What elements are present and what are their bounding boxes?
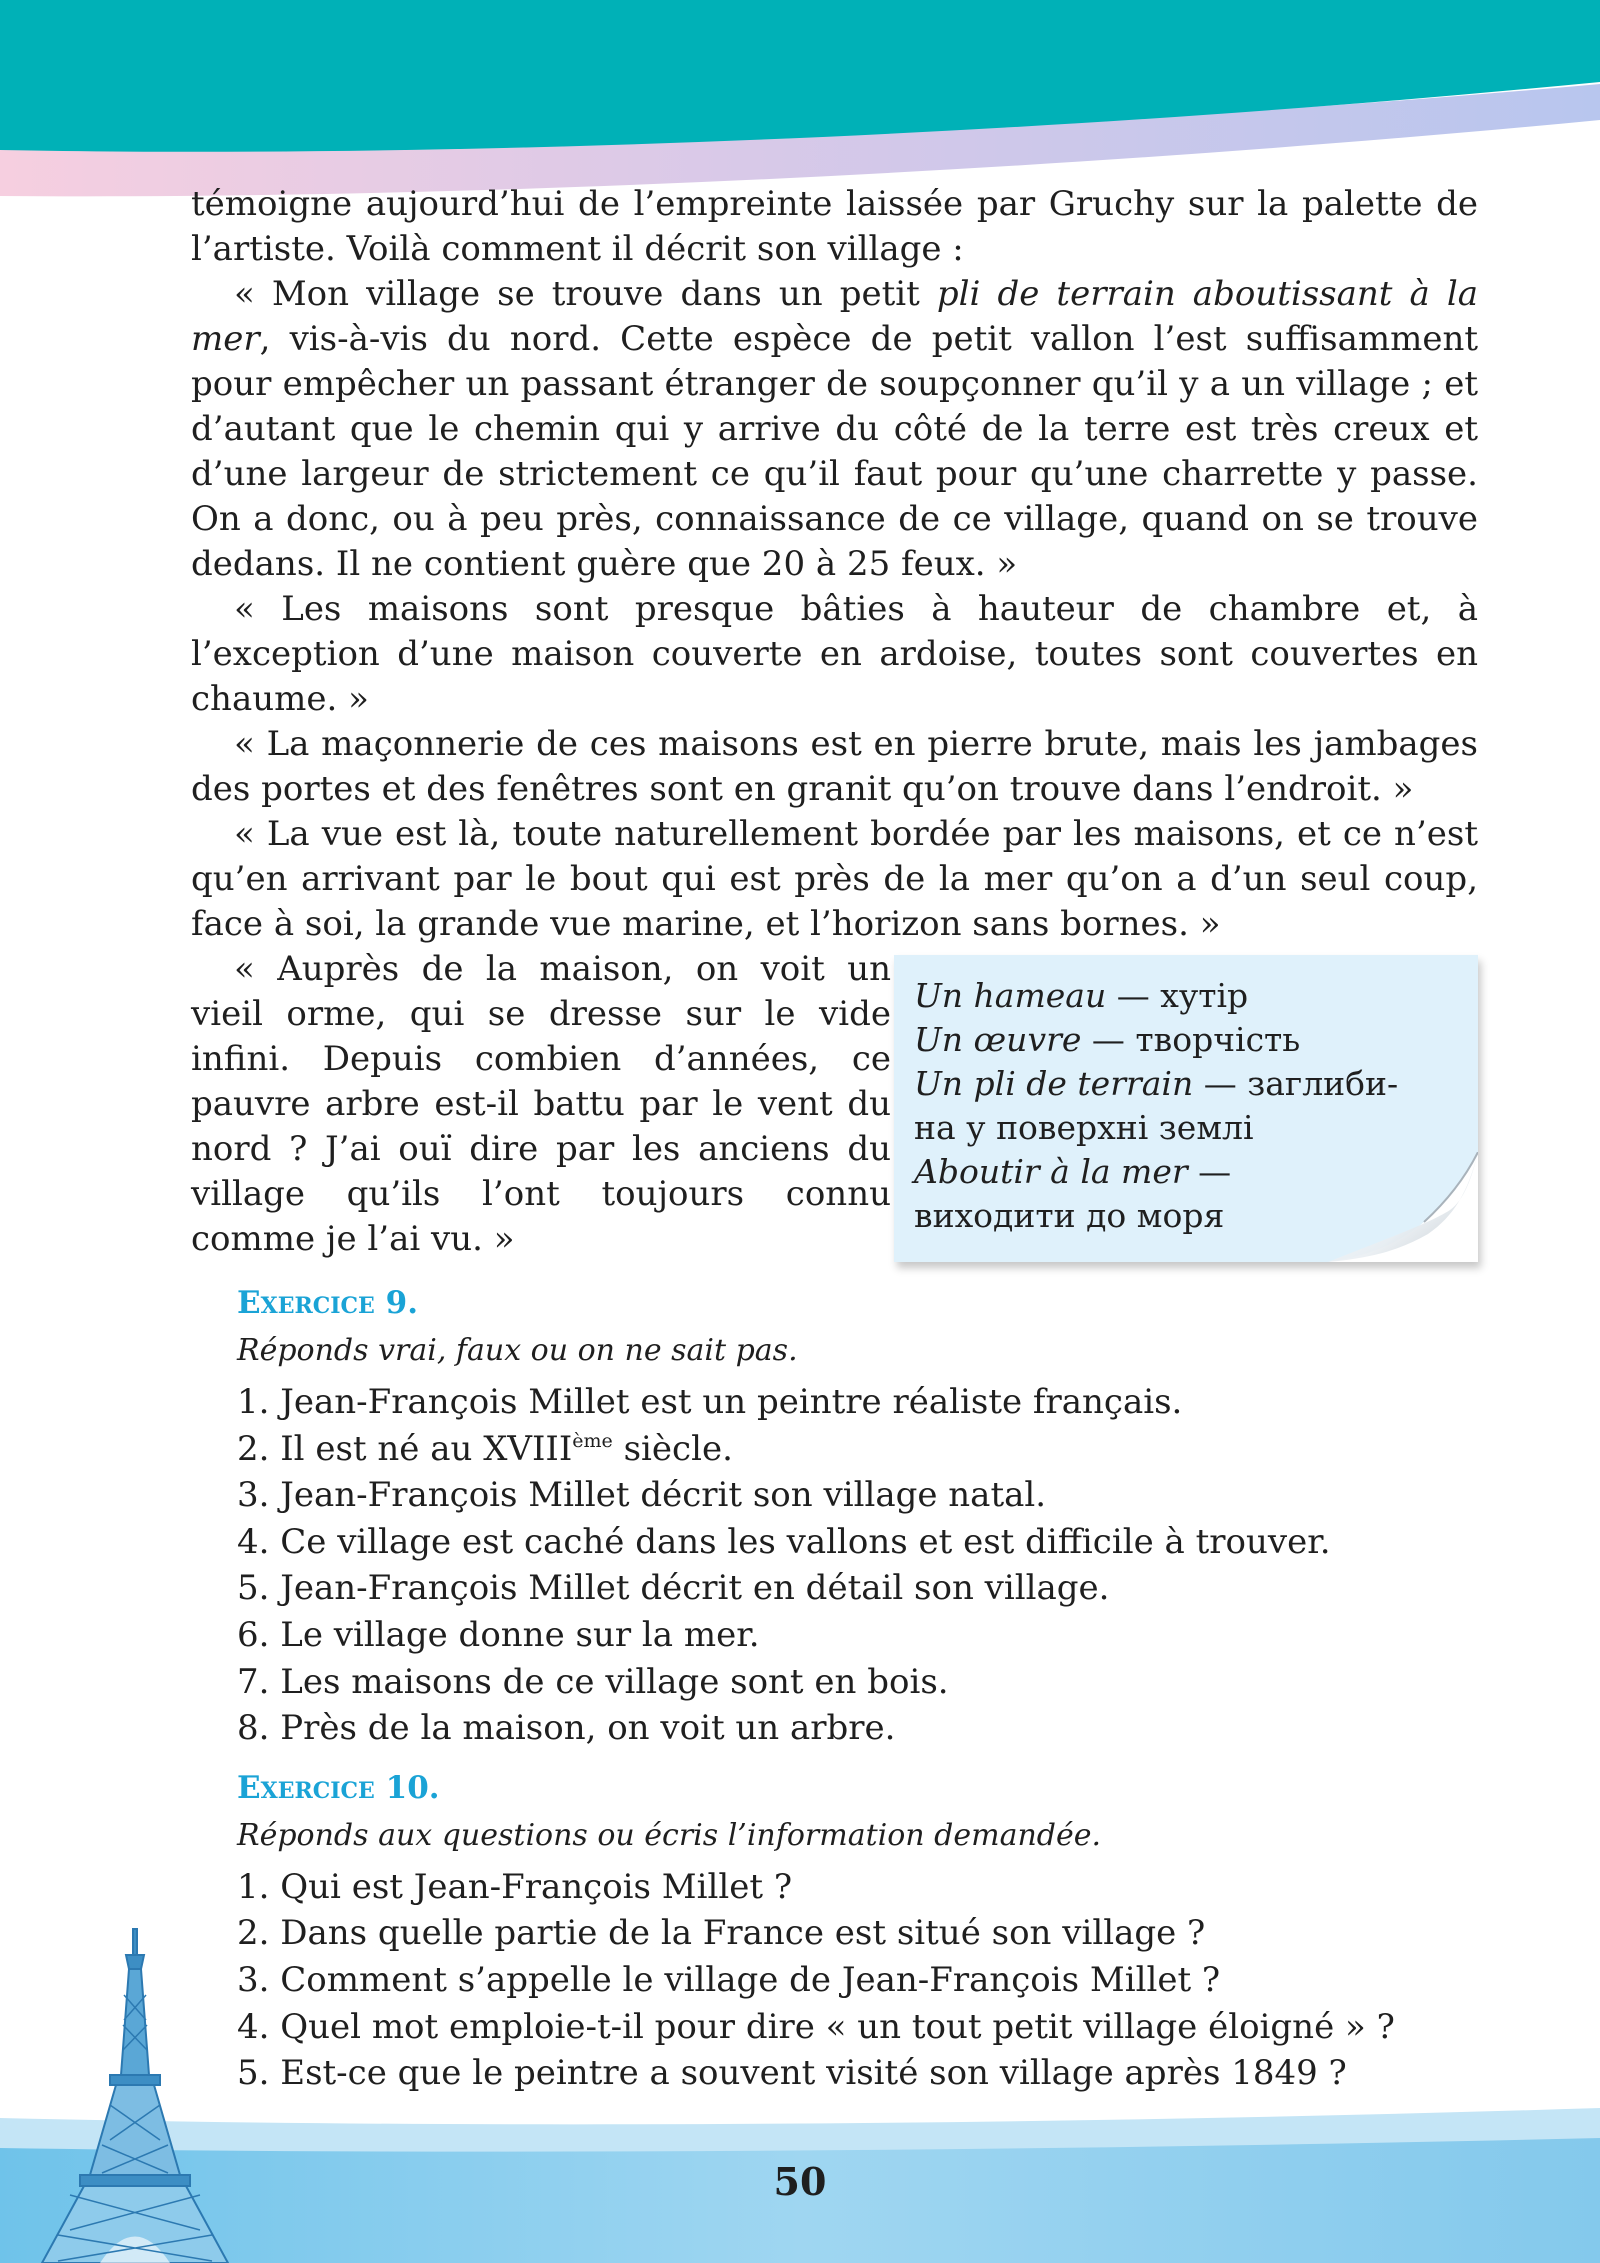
paragraph-view: « La vue est là, toute naturellement bordée par les maisons, et ce n’est qu’en arrivant par le bout qui est près de la mer qu’on a d’un seul coup, face à soi, la grande vue marine, et l’horizon sans bornes. »	[191, 814, 1478, 944]
elm-section	[191, 947, 1478, 1267]
exercise-10-instruction: Réponds aux questions ou écris l’information demandée.	[237, 1817, 1102, 1853]
exercise-10-item: 5. Est-ce que le peintre a souvent visité son village après 1849 ?	[237, 2053, 1347, 2094]
vocab-entry	[914, 974, 1478, 1018]
page-content	[191, 182, 1478, 2097]
page-number: 50	[773, 2159, 827, 2204]
superscript-ordinal: ème	[572, 1429, 613, 1452]
exercise-10-item: 2. Dans quelle partie de la France est situé son village ?	[237, 1913, 1206, 1954]
exercise-9-item: 6. Le village donne sur la mer.	[237, 1614, 760, 1655]
exercise-9-item: 1. Jean-François Millet est un peintre réaliste français.	[237, 1382, 1183, 1422]
exercise-10-item: 3. Comment s’appelle le village de Jean-François Millet ?	[237, 1959, 1221, 2000]
exercise-9-item	[237, 1426, 1478, 1473]
item-text: siècle.	[612, 1428, 733, 1469]
vocab-translation: виходити до моря	[914, 1196, 1225, 1235]
vocab-term: Un hameau	[914, 976, 1107, 1015]
header-decoration	[0, 0, 1600, 200]
paragraph-text: , vis-à-vis du nord. Cette espèce de petit vallon l’est suffisamment pour empêcher un passant étranger de soupçonner qu’il y a un village ; et d’autant que le chemin qui y arrive du côté de la terre est très creux et d’une largeur de strictement ce qu’il faut pour qu’une charrette y passe. On a donc, ou à peu près, connaissance de ce village, quand on se trouve dedans. Il ne contient guère que 20 à 25 feux. »	[191, 319, 1478, 584]
paragraph-village-location	[191, 272, 1478, 587]
paragraph-intro: témoigne aujourd’hui de l’empreinte laissée par Gruchy sur la palette de l’artiste. Voilà comment il décrit son village :	[191, 184, 1478, 269]
item-text: 2. Il est né au XVIII	[237, 1428, 573, 1469]
exercise-9-item: 3. Jean-François Millet décrit son village natal.	[237, 1475, 1047, 1516]
paragraph-masonry: « La maçonnerie de ces maisons est en pierre brute, mais les jambages des portes et des fenêtres sont en granit qu’on trouve dans l’endroit. »	[191, 724, 1478, 809]
exercise-10-list	[237, 1864, 1478, 2097]
exercise-9-item: 7. Les maisons de ce village sont en bois.	[237, 1661, 949, 1702]
vocab-translation: на у поверхні землі	[914, 1108, 1254, 1147]
exercise-9-item: 4. Ce village est caché dans les vallons et est difficile à trouver.	[237, 1521, 1331, 1562]
exercise-9-list	[237, 1379, 1478, 1752]
vocab-translation: — хутір	[1106, 976, 1249, 1015]
exercise-9-item: 8. Près de la maison, on voit un arbre.	[237, 1708, 896, 1749]
vocab-translation: — творчість	[1081, 1020, 1301, 1059]
paragraph-text: « Mon village se trouve dans un petit	[234, 274, 937, 314]
exercise-9-item: 5. Jean-François Millet décrit en détail son village.	[237, 1568, 1110, 1609]
vocab-entry	[914, 1062, 1478, 1106]
vocab-term: Aboutir à la mer	[914, 1152, 1188, 1191]
exercise-10-item: 4. Quel mot emploie-t-il pour dire « un tout petit village éloigné » ?	[237, 2006, 1395, 2047]
italic-term: pli de terrain aboutissant à la mer	[191, 274, 1478, 359]
vocab-translation: — заглиби-	[1193, 1064, 1399, 1103]
exercise-9-instruction: Réponds vrai, faux ou on ne sait pas.	[237, 1333, 798, 1368]
vocab-term: Un œuvre	[914, 1020, 1082, 1059]
paragraph-houses: « Les maisons sont presque bâties à hauteur de chambre et, à l’exception d’une maison couverte en ardoise, toutes sont couvertes en chaume. »	[191, 589, 1478, 719]
exercise-10-item: 1. Qui est Jean-François Millet ?	[237, 1866, 793, 1907]
vocab-entry	[914, 1018, 1478, 1062]
page-curl-icon	[1328, 1152, 1478, 1262]
vocabulary-note	[894, 955, 1478, 1262]
paragraph-elm: « Auprès de la maison, on voit un vieil orme, qui se dresse sur le vide infini. Depuis combien d’années, ce pauvre arbre est-il battu par le vent du nord ? J’ai ouï dire par les anciens du village qu’ils l’ont toujours connu comme je l’ai vu. »	[191, 949, 891, 1259]
exercise-9-title: Exercice 9.	[237, 1285, 418, 1321]
vocab-term: Un pli de terrain	[914, 1064, 1194, 1103]
vocab-translation: —	[1187, 1152, 1232, 1191]
vocab-entry	[914, 1106, 1478, 1150]
exercise-10-title: Exercice 10.	[237, 1769, 440, 1806]
